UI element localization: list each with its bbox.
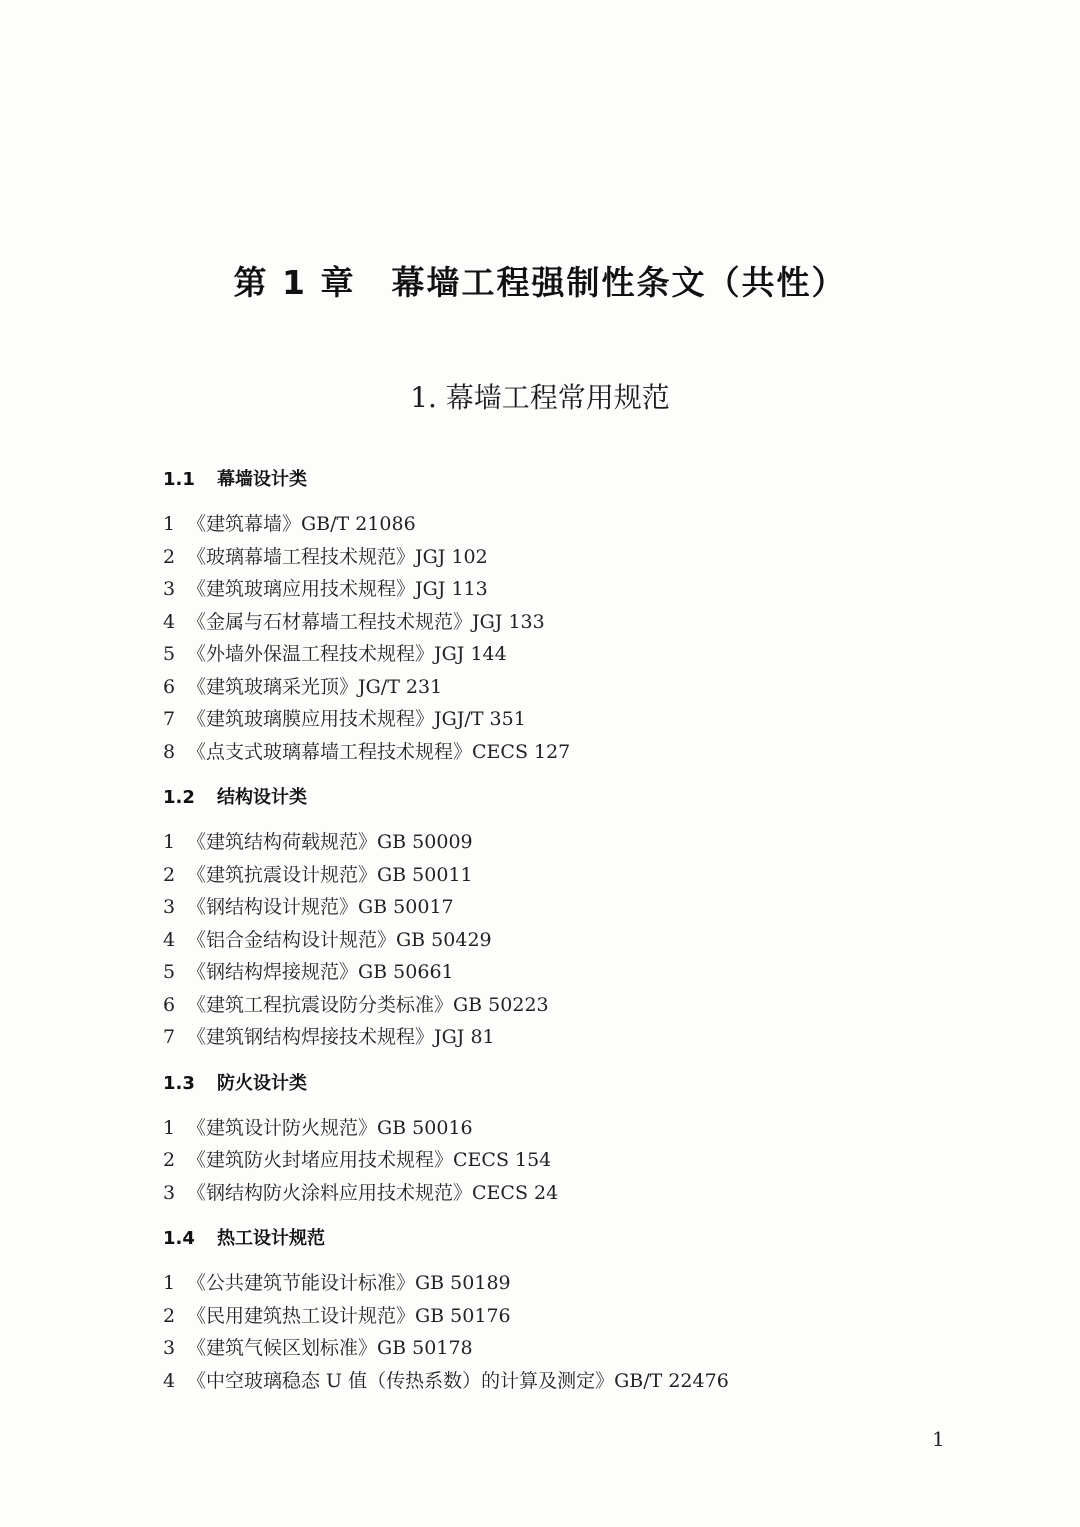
section-title: 1. 幕墙工程常用规范 [410, 381, 670, 414]
list-item-number: 7 [163, 708, 176, 730]
subsection-title: 防火设计类 [217, 1072, 307, 1094]
list-item [163, 703, 1023, 736]
list-item-number: 4 [163, 610, 176, 633]
list-item-text: 《建筑玻璃膜应用技术规程》JGJ/T 351 [187, 708, 526, 730]
list-item-text: 《钢结构焊接规范》GB 50661 [187, 961, 454, 983]
list-item [163, 956, 1023, 989]
subsection-title: 热工设计规范 [217, 1228, 325, 1249]
list-item-text: 《公共建筑节能设计标准》GB 50189 [187, 1272, 511, 1294]
list-item-number: 1 [163, 1272, 176, 1294]
list-item-number: 2 [163, 1149, 176, 1171]
list-item-text: 《钢结构防火涂料应用技术规范》CECS 24 [187, 1181, 559, 1204]
subsection-heading [163, 1221, 1023, 1257]
list-item [163, 924, 1023, 957]
subsection-heading [163, 780, 1023, 816]
list-item-text: 《建筑结构荷载规范》GB 50009 [187, 831, 473, 853]
subsection-number: 1.1 [163, 469, 195, 490]
list-item-text: 《金属与石材幕墙工程技术规范》JGJ 133 [187, 610, 545, 633]
subsection-number: 1.3 [163, 1072, 195, 1094]
subsection-number: 1.4 [163, 1228, 195, 1249]
list-item [163, 989, 1023, 1022]
list-item [163, 1021, 1023, 1054]
list-item [163, 508, 1023, 541]
standards-list [163, 462, 1023, 1397]
subsection-title: 幕墙设计类 [217, 469, 307, 490]
list-item-number: 2 [163, 545, 176, 568]
list-item [163, 891, 1023, 924]
list-item [163, 1112, 1023, 1145]
chapter-name: 幕墙工程强制性条文（共性） [391, 263, 847, 302]
list-item-text: 《铝合金结构设计规范》GB 50429 [187, 928, 492, 951]
chapter-title [0, 258, 1080, 308]
list-item-number: 5 [163, 643, 176, 665]
subsection-heading [163, 462, 1023, 498]
list-item [163, 1300, 1023, 1333]
list-item-text: 《建筑抗震设计规范》GB 50011 [187, 863, 473, 886]
subsection-heading [163, 1066, 1023, 1102]
list-item-number: 2 [163, 863, 176, 886]
list-item-text: 《建筑玻璃采光顶》JG/T 231 [187, 675, 443, 698]
list-item-text: 《点支式玻璃幕墙工程技术规程》CECS 127 [187, 740, 571, 763]
list-item-number: 3 [163, 578, 176, 600]
list-item-text: 《建筑防火封堵应用技术规程》CECS 154 [187, 1149, 552, 1171]
list-item-text: 《中空玻璃稳态 U 值（传热系数）的计算及测定》GB/T 22476 [187, 1369, 729, 1392]
list-item [163, 1144, 1023, 1177]
list-item [163, 541, 1023, 574]
subsection-number: 1.2 [163, 787, 195, 808]
list-item [163, 638, 1023, 671]
list-item-text: 《钢结构设计规范》GB 50017 [187, 896, 454, 918]
list-item-number: 7 [163, 1026, 176, 1048]
list-item-text: 《玻璃幕墙工程技术规范》JGJ 102 [187, 545, 488, 568]
list-item-number: 6 [163, 993, 176, 1016]
list-item [163, 1267, 1023, 1300]
list-item-number: 3 [163, 1337, 176, 1359]
list-item-text: 《建筑工程抗震设防分类标准》GB 50223 [187, 993, 549, 1016]
list-item-number: 1 [163, 1116, 176, 1139]
list-item-text: 《民用建筑热工设计规范》GB 50176 [187, 1304, 511, 1327]
list-item-number: 3 [163, 1181, 176, 1204]
list-item [163, 1365, 1023, 1398]
page-number: 1 [932, 1427, 945, 1451]
list-item-number: 3 [163, 896, 176, 918]
list-item-number: 6 [163, 675, 176, 698]
list-item [163, 671, 1023, 704]
list-item [163, 1177, 1023, 1210]
list-item-number: 1 [163, 831, 176, 853]
list-item [163, 826, 1023, 859]
list-item-text: 《建筑设计防火规范》GB 50016 [187, 1116, 473, 1139]
list-item-number: 5 [163, 961, 176, 983]
list-item [163, 1332, 1023, 1365]
list-item-text: 《建筑气候区划标准》GB 50178 [187, 1337, 473, 1359]
list-item-number: 2 [163, 1304, 176, 1327]
list-item-text: 《建筑钢结构焊接技术规程》JGJ 81 [187, 1026, 495, 1048]
list-item-text: 《外墙外保温工程技术规程》JGJ 144 [187, 643, 507, 665]
list-item [163, 606, 1023, 639]
list-item-number: 4 [163, 928, 176, 951]
list-item-text: 《建筑幕墙》GB/T 21086 [187, 513, 416, 535]
list-item-number: 4 [163, 1369, 176, 1392]
list-item-number: 1 [163, 513, 176, 535]
list-item [163, 736, 1023, 769]
list-item [163, 573, 1023, 606]
chapter-number: 第 1 章 [233, 263, 356, 302]
list-item-number: 8 [163, 740, 176, 763]
list-item [163, 859, 1023, 892]
subsection-title: 结构设计类 [217, 787, 307, 808]
list-item-text: 《建筑玻璃应用技术规程》JGJ 113 [187, 578, 488, 600]
